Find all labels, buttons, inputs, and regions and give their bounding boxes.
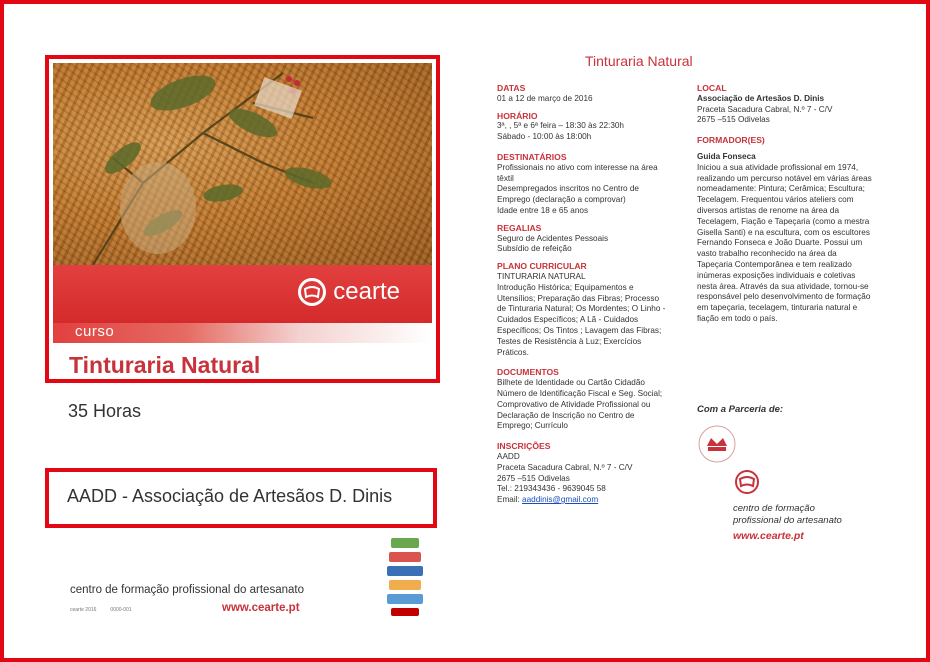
cearte-small-logo-icon [735, 470, 759, 499]
brand-band [53, 265, 432, 323]
email-label: Email: [497, 495, 523, 505]
destinatarios-heading: DESTINATÁRIOS [497, 151, 567, 162]
partner-logo-3 [387, 566, 423, 576]
footer-url[interactable]: www.cearte.pt [222, 602, 300, 614]
horario-line-2: Sábado - 10:00 às 18:00h [497, 132, 592, 142]
partner-logos [385, 538, 425, 618]
wool-photo [53, 63, 432, 265]
footer-small-2: 0000-001 [110, 607, 132, 613]
documentos-content: Bilhete de Identidade ou Cartão Cidadão Número de Identificação Fiscal e Seg. Social; Comprovativo de Atividade Profissional ou Declaração de Inscrição no Centro de Emprego; Currículo [497, 378, 663, 431]
destinatarios-3: Idade entre 18 e 65 anos [497, 205, 589, 215]
cover-panel [45, 55, 440, 383]
partner-seal-icon [697, 424, 737, 464]
formador-bio: Iniciou a sua atividade profissional em 1974, realizando um percurso notável em várias áreas nomeadamente: Pintura; Cerâmica; Escultura; Tecelagem. Frequentou vários ateliers com diversos artistas de renome na área da Tecelagem, Fiação e Tapeçaria (como a mestra Gisella Santi) e na escultura, com os escultores Fernando Fonseca e João Duarte. Possui um vasto trabalho reconhecido na área da Tapeçaria Contemporânea e tem realizado inúmeras exposições individuais e coletivas nesta área. Através da sua atividade, tornou-se responsável pelo desenvolvimento de formação em tapeçaria, tecelagem, tinturaria natural e fiação em todo o país. [697, 162, 872, 323]
brochure-title [0, 53, 930, 69]
email-link[interactable]: aaddinis@gmail.com [522, 495, 599, 505]
organization-name: AADD - Associação de Artesãos D. Dinis [67, 486, 393, 506]
right-footer-url[interactable]: www.cearte.pt [733, 530, 804, 542]
course-hours: 35 Horas [68, 401, 142, 421]
formador-heading: FORMADOR(ES) [697, 135, 765, 146]
cearte-brand-text: cearte [333, 278, 400, 305]
horario-heading: HORÁRIO [497, 110, 538, 121]
inscricoes-postcode: 2675 –515 Odivelas [497, 473, 570, 483]
inscricoes-email-line [497, 495, 667, 506]
plano-heading: PLANO CURRICULAR [497, 261, 587, 272]
inscricoes-phone: Tel.: 219343436 - 9639045 58 [497, 484, 606, 494]
cearte-logo [298, 278, 400, 306]
inscricoes-org: AADD [497, 451, 520, 461]
footer-tagline: centro de formação profissional do artesanato [70, 584, 304, 596]
horario-line-1: 3ª, , 5ª e 6ª feira – 18:30 às 22:30h [497, 121, 624, 131]
destinatarios-2: Desempregados inscritos no Centro de Emprego (declaração a comprovar) [497, 184, 639, 205]
organization-box [45, 468, 437, 528]
datas-heading: DATAS [497, 83, 526, 93]
partner-logo-1 [391, 538, 419, 548]
plano-title: TINTURARIA NATURAL [497, 271, 586, 281]
course-label: curso [75, 323, 115, 340]
documentos-heading: DOCUMENTOS [497, 367, 559, 378]
formador-name: Guida Fonseca [697, 151, 756, 161]
plano-content: Introdução Histórica; Equipamentos e Utensílios; Preparação das Fibras; Processo de Tinturaria Natural; Os Mordentes; O Linho - Cuidados Específicos; A Lã - Cuidados Específicos; Os Tintos ; Lavagem das Fibras; Testes de Resistência à Luz; Exercícios Práticos. [497, 282, 666, 357]
cearte-logo-icon [298, 278, 326, 306]
info-column [697, 83, 872, 325]
footer-small-print [70, 607, 132, 613]
right-footer-tagline [733, 503, 842, 526]
right-footer-line-2: profissional do artesanato [733, 514, 842, 526]
regalias-2: Subsídio de refeição [497, 244, 572, 254]
destinatarios-1: Profissionais no ativo com interesse na área têxtil [497, 162, 658, 183]
regalias-heading: REGALIAS [497, 222, 542, 233]
details-column [497, 83, 667, 506]
partner-logo-2 [389, 552, 421, 562]
local-postcode: 2675 –515 Odivelas [697, 115, 770, 125]
inscricoes-address: Praceta Sacadura Cabral, N.º 7 - C/V [497, 462, 633, 472]
local-heading: LOCAL [697, 83, 727, 93]
local-address: Praceta Sacadura Cabral, N.º 7 - C/V [697, 104, 833, 114]
local-name: Associação de Artesãos D. Dinis [697, 93, 825, 103]
brochure-title-text: Tinturaria Natural [585, 53, 693, 69]
partner-logo-4 [389, 580, 421, 590]
curso-strip [53, 323, 432, 343]
partner-logo-5 [387, 594, 423, 604]
parceria-label: Com a Parceria de: [697, 404, 784, 415]
inscricoes-heading: INSCRIÇÕES [497, 441, 551, 452]
right-footer-line-1: centro de formação [733, 503, 815, 514]
cover-title: Tinturaria Natural [69, 352, 261, 378]
partner-logo-6 [391, 608, 419, 616]
footer-small-1: cearte 2016 [70, 607, 97, 613]
datas-value: 01 a 12 de março de 2016 [497, 93, 593, 103]
regalias-1: Seguro de Acidentes Pessoais [497, 233, 609, 243]
